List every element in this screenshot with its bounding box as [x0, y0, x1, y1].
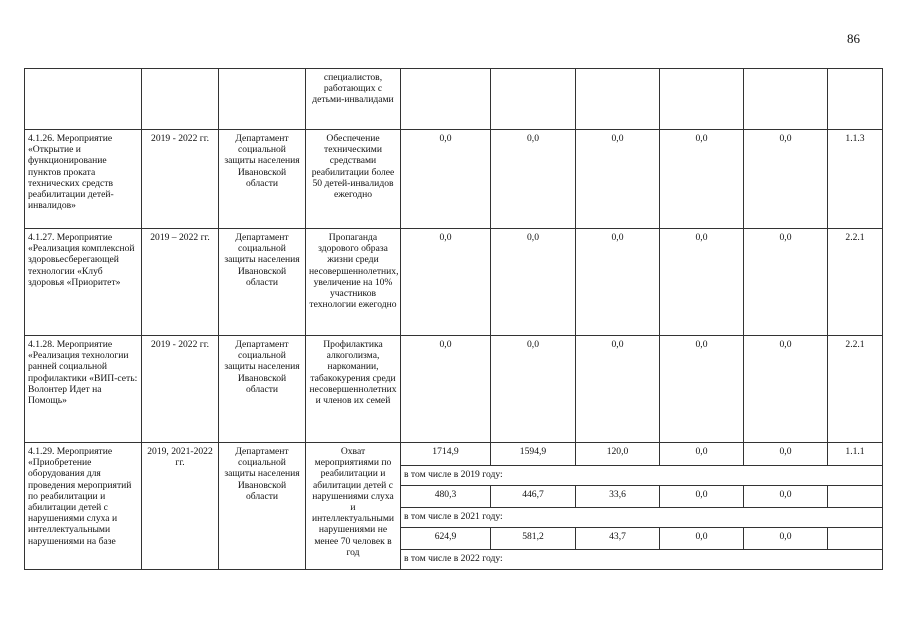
- cell-value: 480,3: [401, 486, 491, 508]
- cell-value: [401, 69, 491, 130]
- cell-code: 1.1.1: [828, 443, 883, 466]
- page-number: 86: [847, 31, 860, 46]
- cell-value: 0,0: [744, 443, 828, 466]
- cell-value: 0,0: [660, 130, 744, 229]
- cell-value: 0,0: [660, 443, 744, 466]
- table-row: [25, 443, 883, 466]
- cell-code: [828, 486, 883, 508]
- cell-value: [660, 69, 744, 130]
- cell-value: 0,0: [401, 336, 491, 443]
- cell-executor: Департамент социальной защиты населения Ивановской области: [219, 229, 306, 336]
- cell-period: [142, 69, 219, 130]
- table-row: [25, 336, 883, 443]
- cell-period: 2019, 2021-2022 гг.: [142, 443, 219, 570]
- cell-result: Охват мероприятиями по реабилитации и абилитации детей с нарушениями слуха и интеллектуальными нарушениями не менее 70 человек в год: [306, 443, 401, 570]
- cell-code: [828, 528, 883, 550]
- cell-result: Пропаганда здорового образа жизни среди несовершеннолетних, увеличение на 10% участников технологии ежегодно: [306, 229, 401, 336]
- cell-period: 2019 – 2022 гг.: [142, 229, 219, 336]
- cell-code: 2.2.1: [828, 336, 883, 443]
- cell-executor: Департамент социальной защиты населения Ивановской области: [219, 336, 306, 443]
- subtotal-label-2019: в том числе в 2019 году:: [401, 466, 883, 486]
- cell-value: 120,0: [576, 443, 660, 466]
- cell-period: 2019 - 2022 гг.: [142, 336, 219, 443]
- cell-name: 4.1.26. Мероприятие «Открытие и функционирование пунктов проката технических средств реабилитации детей-инвалидов»: [25, 130, 142, 229]
- cell-value: [576, 69, 660, 130]
- cell-result: Профилактика алкоголизма, наркомании, табакокурения среди несовершеннолетних и членов их семей: [306, 336, 401, 443]
- cell-value: 0,0: [401, 229, 491, 336]
- table-row: [25, 229, 883, 336]
- cell-value: 0,0: [576, 336, 660, 443]
- cell-value: 0,0: [744, 336, 828, 443]
- cell-value: 0,0: [744, 528, 828, 550]
- cell-value: 0,0: [660, 486, 744, 508]
- cell-value: 0,0: [744, 229, 828, 336]
- subtotal-label-2021: в том числе в 2021 году:: [401, 508, 883, 528]
- cell-value: 0,0: [401, 130, 491, 229]
- cell-name: 4.1.29. Мероприятие «Приобретение оборудования для проведения мероприятий по реабилитации и абилитации детей с нарушениями слуха и интеллектуальными нарушениями на базе: [25, 443, 142, 570]
- cell-value: 1594,9: [491, 443, 576, 466]
- cell-period: 2019 - 2022 гг.: [142, 130, 219, 229]
- cell-value: 0,0: [576, 130, 660, 229]
- cell-value: 0,0: [576, 229, 660, 336]
- cell-value: 0,0: [491, 336, 576, 443]
- cell-value: 1714,9: [401, 443, 491, 466]
- table-row: [25, 69, 883, 130]
- cell-value: 0,0: [744, 486, 828, 508]
- cell-executor: [219, 69, 306, 130]
- cell-value: 624,9: [401, 528, 491, 550]
- cell-value: 0,0: [744, 130, 828, 229]
- subtotal-label-2022: в том числе в 2022 году:: [401, 550, 883, 570]
- cell-result: Обеспечение техническими средствами реабилитации более 50 детей-инвалидов ежегодно: [306, 130, 401, 229]
- cell-code: 2.2.1: [828, 229, 883, 336]
- cell-value: 0,0: [660, 336, 744, 443]
- cell-value: [491, 69, 576, 130]
- cell-executor: Департамент социальной защиты населения Ивановской области: [219, 130, 306, 229]
- cell-name: 4.1.28. Мероприятие «Реализация технологии ранней социальной профилактики «ВИП-сеть: Волонтер Идет на Помощь»: [25, 336, 142, 443]
- cell-value: 43,7: [576, 528, 660, 550]
- cell-value: 33,6: [576, 486, 660, 508]
- cell-name: [25, 69, 142, 130]
- cell-result: специалистов, работающих с детьми-инвалидами: [306, 69, 401, 130]
- table-row: [25, 130, 883, 229]
- cell-value: [744, 69, 828, 130]
- cell-value: 581,2: [491, 528, 576, 550]
- cell-name: 4.1.27. Мероприятие «Реализация комплексной здоровьесберегающей технологии «Клуб здоровья «Приоритет»: [25, 229, 142, 336]
- cell-executor: Департамент социальной защиты населения Ивановской области: [219, 443, 306, 570]
- cell-code: [828, 69, 883, 130]
- cell-value: 0,0: [660, 528, 744, 550]
- cell-code: 1.1.3: [828, 130, 883, 229]
- cell-value: 0,0: [660, 229, 744, 336]
- cell-value: 0,0: [491, 229, 576, 336]
- cell-value: 446,7: [491, 486, 576, 508]
- measures-table: [24, 68, 883, 570]
- cell-value: 0,0: [491, 130, 576, 229]
